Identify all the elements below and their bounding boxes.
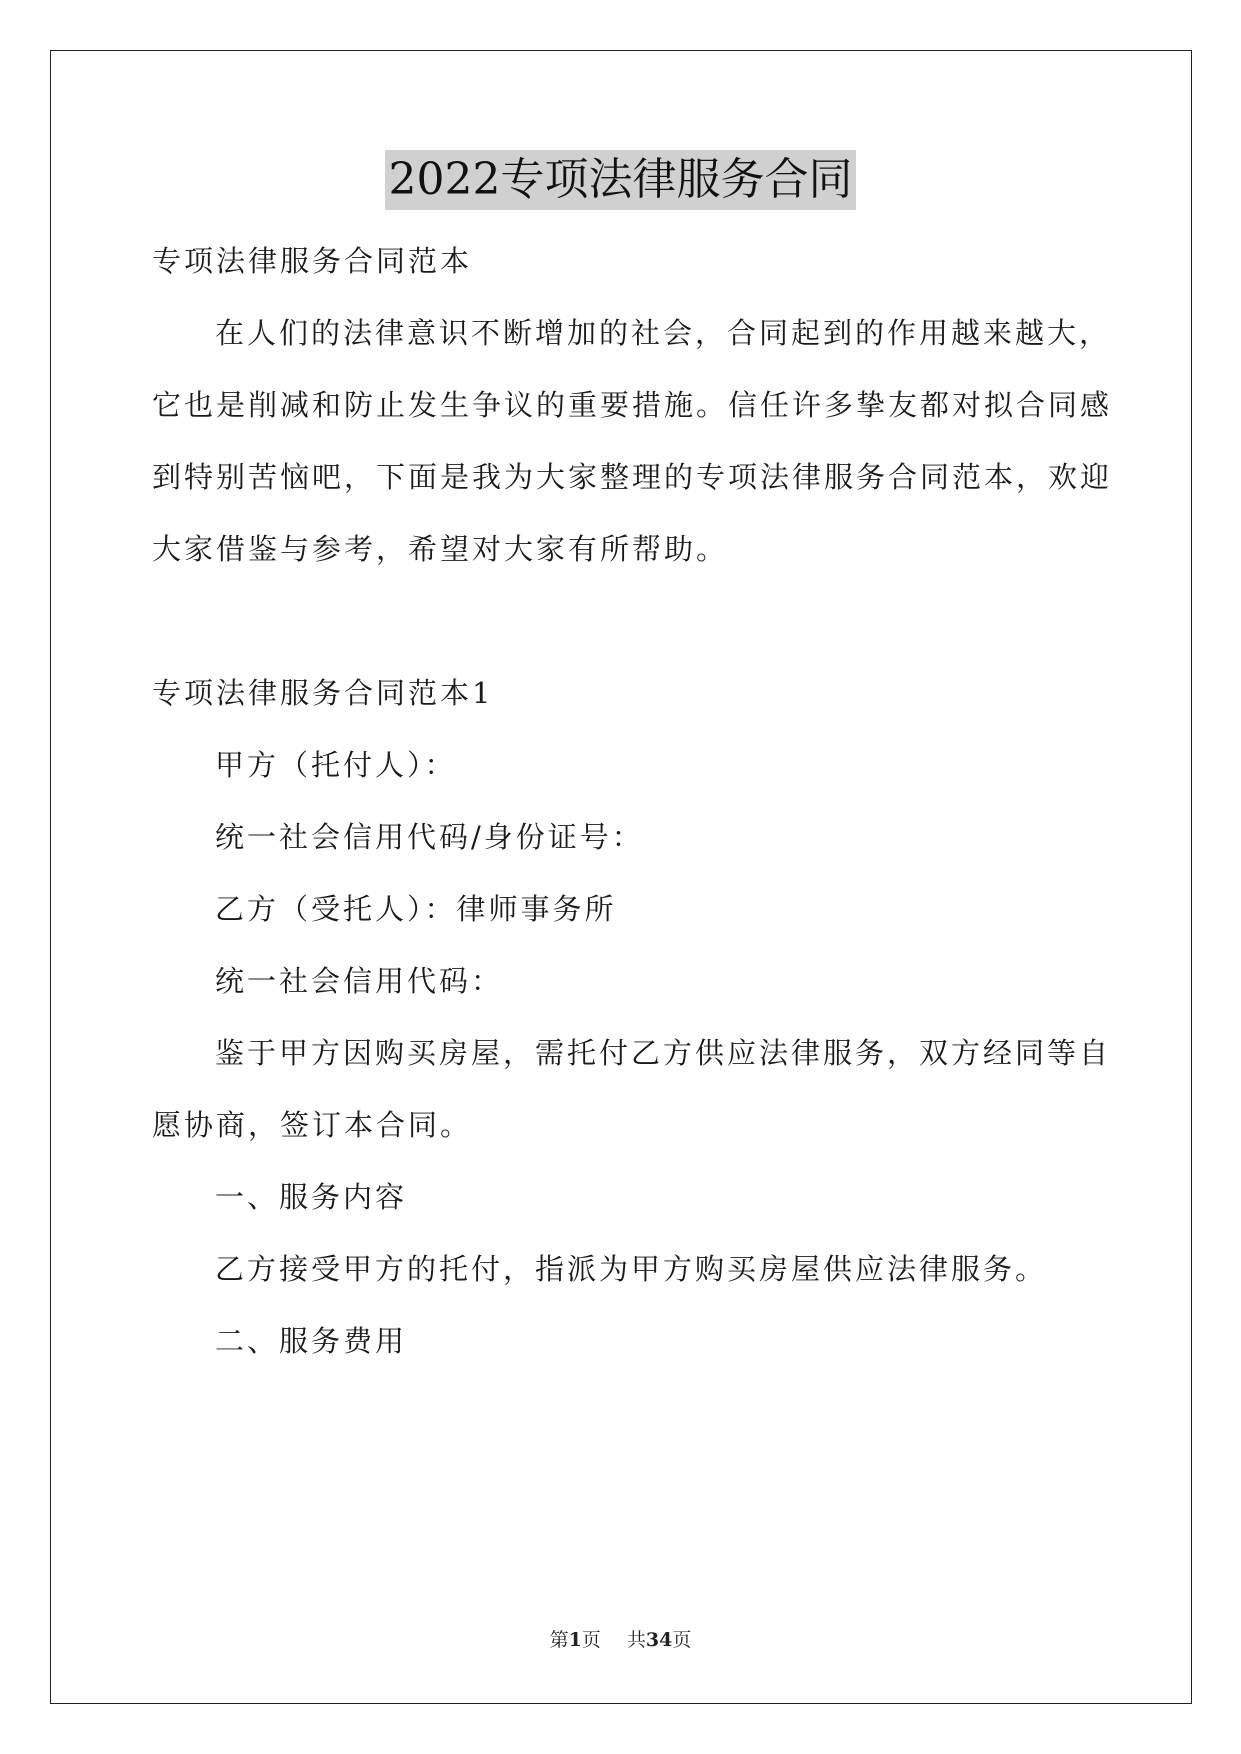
paragraph-line: 大家借鉴与参考，希望对大家有所帮助。 <box>152 532 729 566</box>
paragraph-line: 它也是削减和防止发生争议的重要措施。信任许多挚友都对拟合同感 <box>152 388 1113 422</box>
page-number: 1 <box>568 1629 582 1651</box>
paragraph-line: 鉴于甲方因购买房屋，需托付乙方供应法律服务，双方经同等自 <box>215 1036 1112 1070</box>
paragraph-line: 在人们的法律意识不断增加的社会，合同起到的作用越来越大， <box>215 316 1112 350</box>
paragraph-line: 乙方接受甲方的托付，指派为甲方购买房屋供应法律服务。 <box>215 1252 1048 1286</box>
title-wrap <box>0 150 1241 210</box>
footer-total-suffix: 页 <box>672 1629 692 1651</box>
page-border <box>50 50 1192 1704</box>
clause-heading: 二、服务费用 <box>215 1324 408 1358</box>
section-heading: 专项法律服务合同范本1 <box>152 676 494 710</box>
footer-total-prefix: 共 <box>626 1629 646 1651</box>
party-b-id-line: 统一社会信用代码： <box>215 964 504 998</box>
party-b-line: 乙方（受托人）：律师事务所 <box>215 892 617 926</box>
page-footer <box>0 1627 1241 1653</box>
clause-heading: 一、服务内容 <box>215 1180 408 1214</box>
document-title: 2022专项法律服务合同 <box>385 150 857 210</box>
footer-page-suffix: 页 <box>581 1629 601 1651</box>
paragraph-line: 愿协商，签订本合同。 <box>152 1108 473 1142</box>
party-a-line: 甲方（托付人）： <box>215 748 457 782</box>
paragraph-line: 到特别苦恼吧，下面是我为大家整理的专项法律服务合同范本，欢迎 <box>152 460 1113 494</box>
section-heading: 专项法律服务合同范本 <box>152 244 473 278</box>
footer-prefix: 第 <box>549 1629 569 1651</box>
party-a-id-line: 统一社会信用代码/身份证号： <box>215 820 644 854</box>
total-pages: 34 <box>645 1629 673 1651</box>
